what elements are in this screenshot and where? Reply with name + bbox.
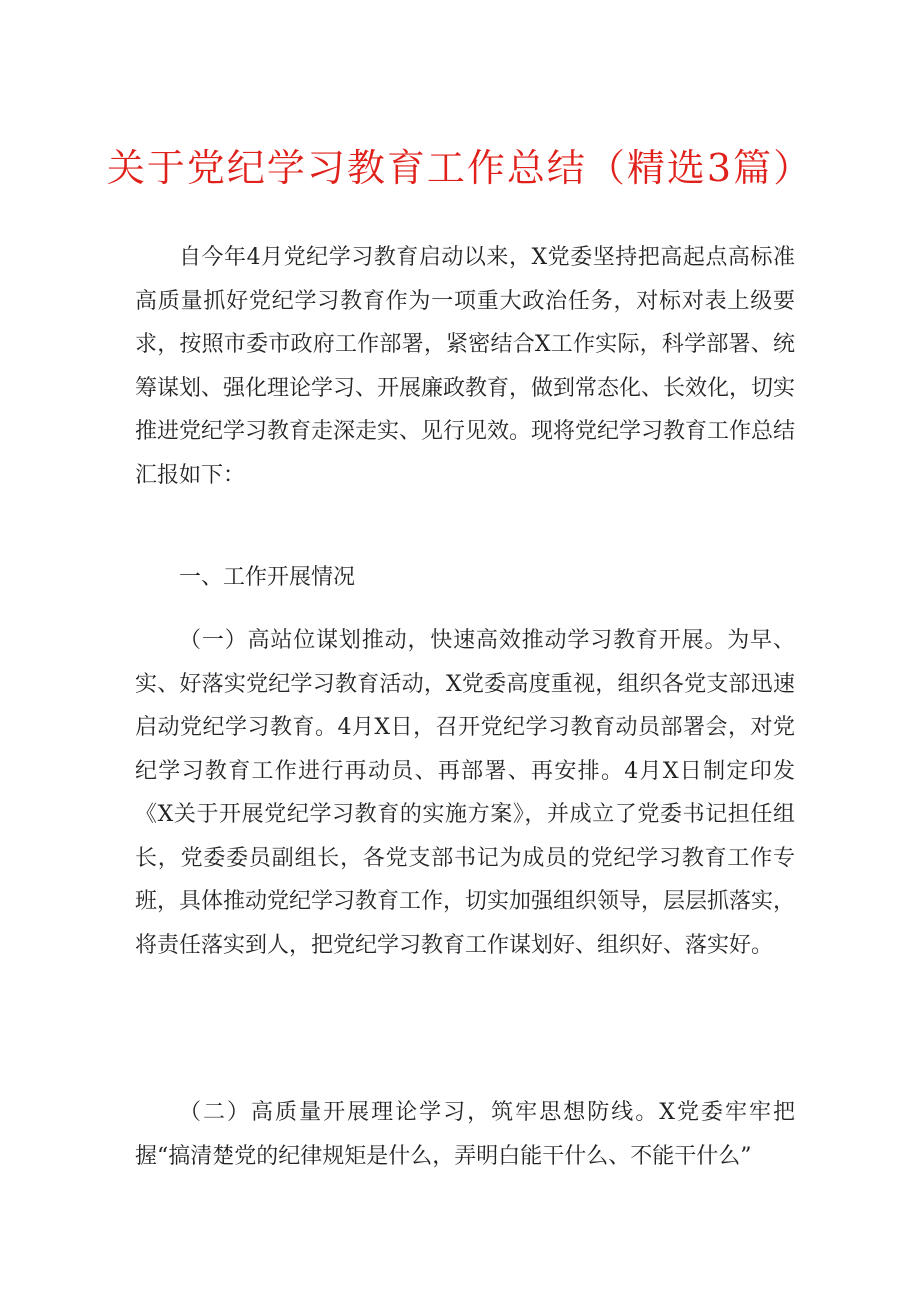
- intro-paragraph-block: [135, 236, 795, 497]
- document-title: 关于党纪学习教育工作总结（精选3篇）: [106, 146, 814, 190]
- subsection-2-paragraph: （二）高质量开展理论学习，筑牢思想防线。X党委牢牢把握“搞清楚党的纪律规矩是什么，弄明白能干什么、不能干什么”: [135, 1100, 795, 1169]
- intro-paragraph: 自今年4月党纪学习教育启动以来，X党委坚持把高起点高标准高质量抓好党纪学习教育作为一项重大政治任务，对标对表上级要求，按照市委市政府工作部署，紧密结合X工作实际，科学部署、统筹谋划、强化理论学习、开展廉政教育，做到常态化、长效化，切实推进党纪学习教育走深走实、见行见效。现将党纪学习教育工作总结汇报如下：: [135, 245, 796, 488]
- section-heading-block: [135, 556, 795, 600]
- subsection-2-block: [135, 1091, 795, 1178]
- subsection-1-paragraph: （一）高站位谋划推动，快速高效推动学习教育开展。为早、实、好落实党纪学习教育活动，X党委高度重视，组织各党支部迅速启动党纪学习教育。4月X日，召开党纪学习教育动员部署会，对党纪学习教育工作进行再动员、再部署、再安排。4月X日制定印发《X关于开展党纪学习教育的实施方案》，并成立了党委书记担任组长，党委委员副组长，各党支部书记为成员的党纪学习教育工作专班，具体推动党纪学习教育工作，切实加强组织领导，层层抓落实，将责任落实到人，把党纪学习教育工作谋划好、组织好、落实好。: [135, 628, 796, 958]
- subsection-1-block: [135, 619, 795, 967]
- section-heading: 一、工作开展情况: [179, 565, 356, 590]
